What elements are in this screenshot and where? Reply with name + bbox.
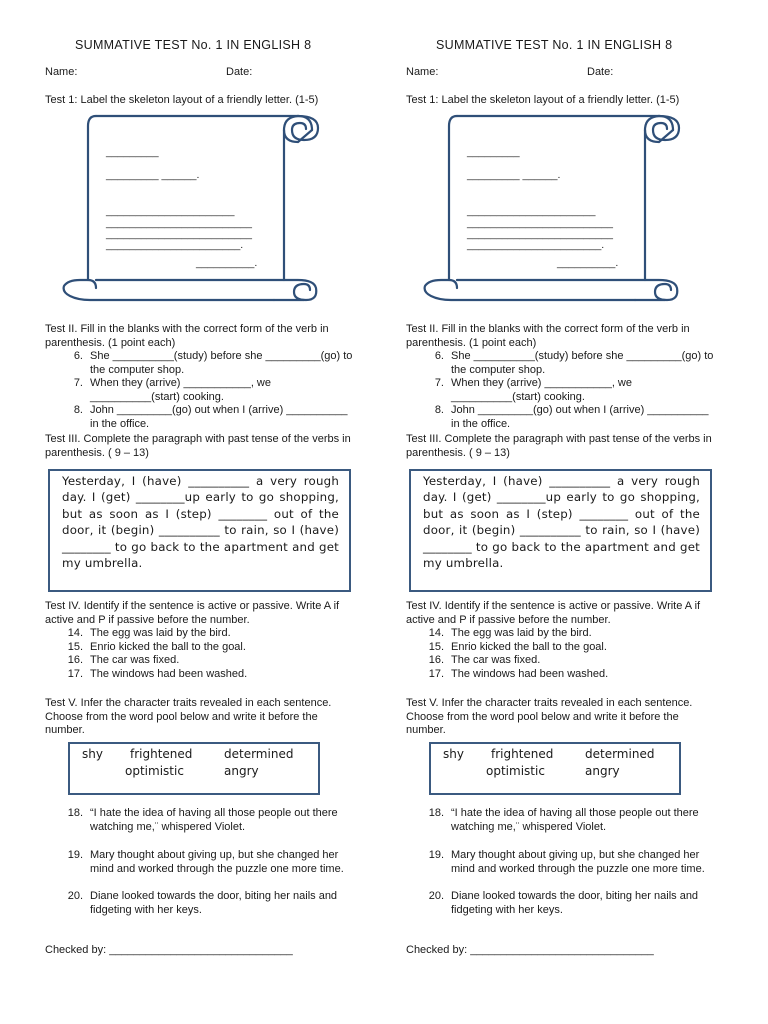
- list-item: 6. She __________(study) before she _________(go) to the computer shop.: [73, 350, 353, 376]
- list-item: 19. Mary thought about giving up, but she changed her mind and worked through the puzzle one more time.: [428, 849, 705, 875]
- date-label: Date:: [587, 66, 614, 78]
- paragraph-box: Yesterday, I (have) __________ a very rough day. I (get) ________up early to go shopping, but as soon as I (step) ________ out of the door, it (begin) __________ to rain, so I (have) ________ to go back to the apartment and get my umbrella.: [48, 469, 351, 592]
- test4-items: [45, 627, 365, 681]
- body-line-blank: _________________________: [467, 228, 613, 240]
- list-item: 16. The car was fixed.: [428, 654, 541, 667]
- body-line-blank: _________________________: [106, 228, 252, 240]
- body-line-blank: _______________________.: [467, 239, 605, 251]
- test1-instruction: Test 1: Label the skeleton layout of a friendly letter. (1-5): [406, 94, 680, 106]
- test3-instruction: Test III. Complete the paragraph with past tense of the verbs in parenthesis. ( 9 – 13): [406, 433, 712, 459]
- body-line-blank: _________________________: [467, 217, 613, 229]
- checked-by-line: Checked by: ______________________________: [45, 944, 293, 956]
- list-item: 18. “I hate the idea of having all those people out there watching me,¨ whispered Violet.: [67, 807, 338, 833]
- test4-items: [406, 627, 726, 681]
- list-item: 15. Enrio kicked the ball to the goal.: [428, 640, 607, 653]
- list-item: 17. The windows had been washed.: [428, 667, 609, 680]
- letter-scroll: [60, 112, 330, 307]
- list-item: 7. When they (arrive) ___________, we __________(start) cooking.: [434, 377, 632, 403]
- word-pool-item: frightened: [130, 747, 193, 761]
- test2-instruction: Test II. Fill in the blanks with the correct form of the verb in parenthesis. (1 point each): [45, 323, 329, 349]
- body-line-blank: _______________________.: [106, 239, 244, 251]
- date-line-blank: _________ ______.: [467, 169, 561, 181]
- paragraph-box: Yesterday, I (have) __________ a very rough day. I (get) ________up early to go shopping, but as soon as I (step) ________ out of the door, it (begin) __________ to rain, so I (have) ________ to go back to the apartment and get my umbrella.: [409, 469, 712, 592]
- list-item: 16. The car was fixed.: [67, 654, 180, 667]
- test5-instruction: Test V. Infer the character traits revealed in each sentence. Choose from the word pool below and write it before the number.: [45, 697, 332, 737]
- date-label: Date:: [226, 66, 253, 78]
- test2-instruction: Test II. Fill in the blanks with the correct form of the verb in parenthesis. (1 point each): [406, 323, 690, 349]
- test2-items: [45, 350, 365, 432]
- heading-blank: _________: [106, 146, 159, 158]
- list-item: 17. The windows had been washed.: [67, 667, 248, 680]
- word-pool-item: optimistic: [486, 764, 545, 778]
- test5-instruction: Test V. Infer the character traits revealed in each sentence. Choose from the word pool below and write it before the number.: [406, 697, 693, 737]
- list-item: 8. John _________(go) out when I (arrive) __________ in the office.: [73, 404, 348, 430]
- name-label: Name:: [406, 66, 439, 78]
- salutation-blank: ______________________: [106, 205, 235, 217]
- word-pool-item: angry: [224, 764, 259, 778]
- word-pool-item: determined: [585, 747, 655, 761]
- list-item: 15. Enrio kicked the ball to the goal.: [67, 640, 246, 653]
- word-pool-item: angry: [585, 764, 620, 778]
- salutation-blank: ______________________: [467, 205, 596, 217]
- test4-instruction: Test IV. Identify if the sentence is active or passive. Write A if active and P if passive before the number.: [406, 600, 701, 626]
- word-pool-box: [429, 742, 681, 795]
- list-item: 6. She __________(study) before she _________(go) to the computer shop.: [434, 350, 714, 376]
- word-pool-item: shy: [82, 747, 103, 761]
- list-item: 20. Diane looked towards the door, biting her nails and fidgeting with her keys.: [428, 890, 699, 916]
- heading-blank: _________: [467, 146, 520, 158]
- list-item: 14. The egg was laid by the bird.: [428, 627, 592, 639]
- list-item: 14. The egg was laid by the bird.: [67, 627, 231, 639]
- word-pool-item: determined: [224, 747, 294, 761]
- list-item: 18. “I hate the idea of having all those people out there watching me,¨ whispered Violet.: [428, 807, 699, 833]
- date-line-blank: _________ ______.: [106, 169, 200, 181]
- list-item: 20. Diane looked towards the door, biting her nails and fidgeting with her keys.: [67, 890, 338, 916]
- list-item: 8. John _________(go) out when I (arrive) __________ in the office.: [434, 404, 709, 430]
- signature-blank: __________.: [557, 257, 619, 269]
- test-sheet-right: [406, 0, 736, 1024]
- test-title: SUMMATIVE TEST No. 1 IN ENGLISH 8: [436, 38, 673, 52]
- signature-blank: __________.: [196, 257, 258, 269]
- word-pool-item: optimistic: [125, 764, 184, 778]
- list-item: 19. Mary thought about giving up, but she changed her mind and worked through the puzzle one more time.: [67, 849, 344, 875]
- test1-instruction: Test 1: Label the skeleton layout of a friendly letter. (1-5): [45, 94, 319, 106]
- test2-items: [406, 350, 726, 432]
- test4-instruction: Test IV. Identify if the sentence is active or passive. Write A if active and P if passive before the number.: [45, 600, 340, 626]
- test-title: SUMMATIVE TEST No. 1 IN ENGLISH 8: [75, 38, 312, 52]
- checked-by-line: Checked by: ______________________________: [406, 944, 654, 956]
- word-pool-box: [68, 742, 320, 795]
- word-pool-item: frightened: [491, 747, 554, 761]
- body-line-blank: _________________________: [106, 217, 252, 229]
- word-pool-item: shy: [443, 747, 464, 761]
- letter-scroll: [421, 112, 691, 307]
- test3-instruction: Test III. Complete the paragraph with past tense of the verbs in parenthesis. ( 9 – 13): [45, 433, 351, 459]
- list-item: 7. When they (arrive) ___________, we __________(start) cooking.: [73, 377, 271, 403]
- name-label: Name:: [45, 66, 78, 78]
- test-sheet-left: [45, 0, 375, 1024]
